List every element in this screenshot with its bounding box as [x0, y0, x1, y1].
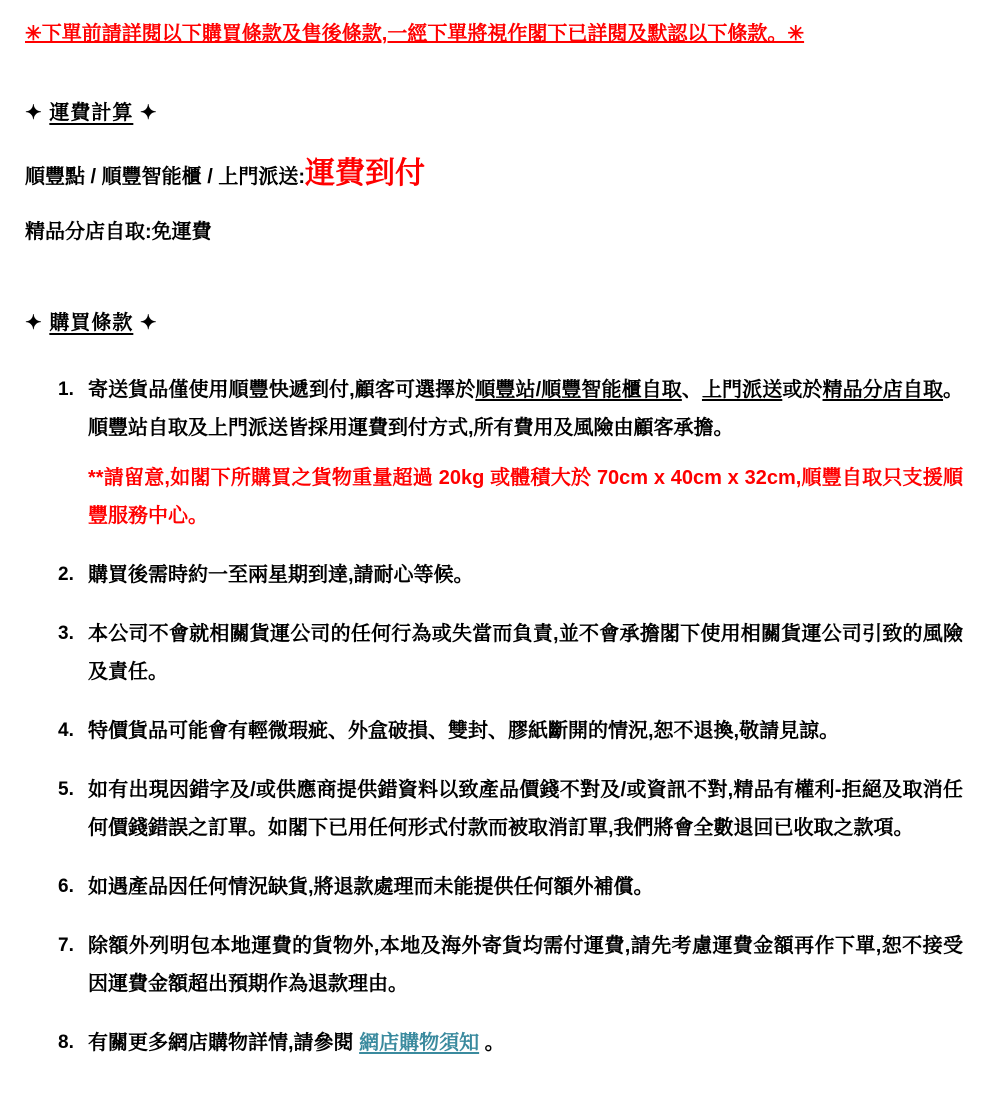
term-segment: 購買後需時約一至兩星期到達,請耐心等候。 [88, 564, 474, 586]
term-segment: 除額外列明包本地運費的貨物外,本地及海外寄貨均需付運費,請先考慮運費金額再作下單,恕不接受因運費金額超出預期作為退款理由。 [88, 935, 963, 995]
diamond-icon: ✦ [139, 312, 158, 334]
terms-list [58, 371, 963, 1062]
term-item-number: 8. [58, 1032, 74, 1053]
term-item-body [88, 712, 963, 750]
term-item-number: 7. [58, 935, 74, 956]
term-item-body [88, 771, 963, 847]
term-segment: 、 [681, 379, 702, 401]
term-item [58, 615, 963, 691]
term-segment: 順豐站/順豐智能櫃自取 [475, 379, 682, 401]
term-item [58, 868, 963, 906]
term-item-number: 5. [58, 779, 74, 800]
purchase-terms-heading-title: 購買條款 [49, 312, 134, 334]
term-item [58, 1024, 963, 1062]
term-segment: 特價貨品可能會有輕微瑕疵、外盒破損、雙封、膠紙斷開的情況,恕不退換,敬請見諒。 [88, 720, 840, 742]
term-segment: 如遇產品因任何情況缺貨,將退款處理而未能提供任何額外補償。 [88, 876, 654, 898]
term-item-text [88, 712, 963, 750]
term-item-body [88, 868, 963, 906]
shipping-heading-title: 運費計算 [49, 102, 134, 124]
term-item-number: 6. [58, 876, 74, 897]
term-segment: 。 [479, 1032, 505, 1054]
term-item-number: 2. [58, 564, 74, 585]
term-item [58, 771, 963, 847]
term-item-number: 3. [58, 623, 74, 644]
term-item-body [88, 556, 963, 594]
term-segment: 上門派送 [701, 379, 783, 401]
term-segment: 有關更多網店購物詳情,請參閱 [88, 1032, 360, 1054]
term-item-text [88, 556, 963, 594]
shop-guide-link[interactable]: 網店購物須知 [359, 1032, 480, 1054]
term-item-body [88, 371, 963, 535]
shipping-section-heading [25, 96, 963, 125]
term-segment: 本公司不會就相關貨運公司的任何行為或失當而負責,並不會承擔閣下使用相關貨運公司引致的風險及責任。 [88, 623, 963, 683]
term-segment: **請留意,如閣下所購買之貨物重量超過 20kg 或體積大於 70cm x 40cm x 32cm,順豐自取只支援順豐服務中心。 [88, 467, 963, 527]
term-item-text [88, 371, 963, 447]
diamond-icon: ✦ [25, 312, 43, 334]
term-segment: 如有出現因錯字及/或供應商提供錯資料以致產品價錢不對及/或資訊不對,精品有權利-拒絕及取消任何價錢錯誤之訂單。如閣下已用任何形式付款而被取消訂單,我們將會全數退回已收取之款項。 [88, 779, 963, 839]
pre-order-notice: ✳下單前請詳閱以下購買條款及售後條款,一經下單將視作閣下已詳閱及默認以下條款。✳ [25, 23, 805, 45]
diamond-icon: ✦ [25, 102, 43, 124]
term-item-text [88, 1024, 963, 1062]
term-segment: 寄送貨品僅使用順豐快遞到付,顧客可選擇於 [88, 379, 476, 401]
term-item-number: 1. [58, 379, 74, 400]
term-item [58, 371, 963, 535]
term-item [58, 556, 963, 594]
term-item-red-note [88, 459, 963, 535]
sf-shipping-options: 順豐點 / 順豐智能櫃 / 上門派送: [25, 166, 305, 188]
purchase-terms-heading [25, 306, 963, 335]
store-pickup-line: 精品分店自取:免運費 [25, 221, 212, 243]
freight-collect-highlight: 運費到付 [305, 157, 425, 190]
term-item-text [88, 615, 963, 691]
term-item-body [88, 927, 963, 1003]
term-item-text [88, 868, 963, 906]
term-item [58, 927, 963, 1003]
term-segment: 。順豐站自取及上門派送皆採用運費到付方式,所有費用及風險由顧客承擔。 [88, 379, 964, 439]
term-item-number: 4. [58, 720, 74, 741]
term-item [58, 712, 963, 750]
term-item-text [88, 927, 963, 1003]
term-segment: 精品分店自取 [822, 379, 944, 401]
term-item-body [88, 1024, 963, 1062]
term-item-text [88, 771, 963, 847]
diamond-icon: ✦ [139, 102, 158, 124]
term-item-body [88, 615, 963, 691]
term-segment: 或於 [782, 379, 823, 401]
sf-shipping-line [25, 153, 963, 195]
